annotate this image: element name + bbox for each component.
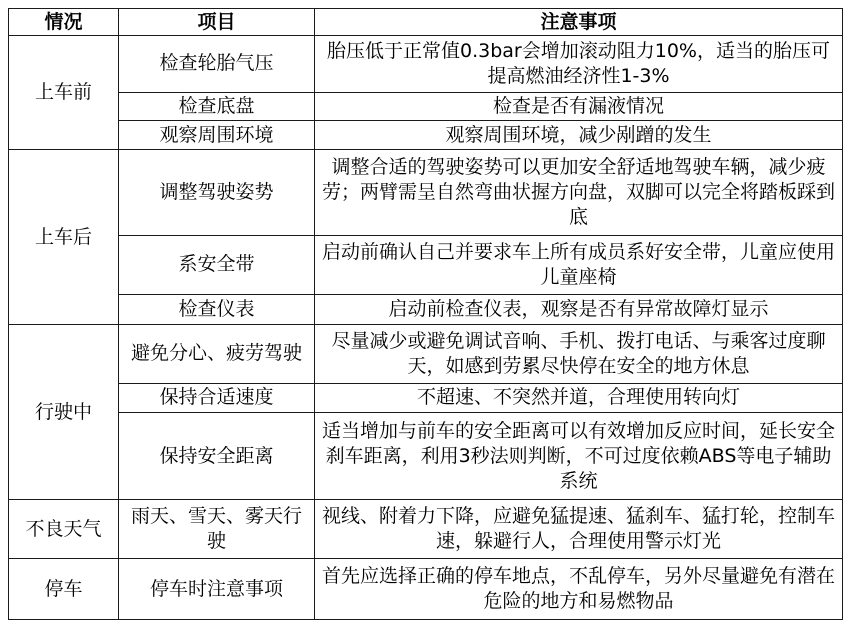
table-row (9, 36, 843, 93)
note-cell: 调整合适的驾驶姿势可以更加安全舒适地驾驶车辆，减少疲劳；两臂需呈自然弯曲状握方向盘，双脚可以完全将踏板踩到底 (315, 150, 843, 235)
note-cell: 不超速、不突然并道，合理使用转向灯 (315, 383, 843, 412)
note-cell: 胎压低于正常值0.3bar会增加滚动阻力10%，适当的胎压可提高燃油经济性1-3% (315, 36, 843, 93)
table-row (9, 150, 843, 235)
header-situation: 情况 (9, 9, 119, 36)
item-cell: 雨天、雪天、雾天行驶 (119, 500, 315, 559)
note-cell: 检查是否有漏液情况 (315, 92, 843, 120)
item-cell: 检查仪表 (119, 295, 315, 324)
note-cell: 首先应选择正确的停车地点，不乱停车，另外尽量避免有潜在危险的地方和易燃物品 (315, 559, 843, 620)
note-cell: 启动前检查仪表，观察是否有异常故障灯显示 (315, 295, 843, 324)
note-cell: 观察周围环境，减少剐蹭的发生 (315, 121, 843, 150)
item-cell: 系安全带 (119, 235, 315, 295)
item-cell: 检查底盘 (119, 92, 315, 120)
note-cell: 适当增加与前车的安全距离可以有效增加反应时间，延长安全刹车距离，利用3秒法则判断，不可过度依赖ABS等电子辅助系统 (315, 413, 843, 500)
item-cell: 观察周围环境 (119, 121, 315, 150)
header-item: 项目 (119, 9, 315, 36)
situation-cell: 不良天气 (9, 500, 119, 559)
table-row (9, 235, 843, 295)
situation-cell: 行驶中 (9, 324, 119, 499)
item-cell: 检查轮胎气压 (119, 36, 315, 93)
item-cell: 保持合适速度 (119, 383, 315, 412)
item-cell: 停车时注意事项 (119, 559, 315, 620)
table-row (9, 559, 843, 620)
note-cell: 启动前确认自己并要求车上所有成员系好安全带，儿童应使用儿童座椅 (315, 235, 843, 295)
note-cell: 视线、附着力下降，应避免猛提速、猛刹车、猛打轮，控制车速，躲避行人，合理使用警示灯光 (315, 500, 843, 559)
situation-cell: 上车前 (9, 36, 119, 150)
item-cell: 避免分心、疲劳驾驶 (119, 324, 315, 383)
table-row (9, 413, 843, 500)
header-note: 注意事项 (315, 9, 843, 36)
item-cell: 保持安全距离 (119, 413, 315, 500)
table-row (9, 500, 843, 559)
table-row (9, 295, 843, 324)
situation-cell: 上车后 (9, 150, 119, 324)
item-cell: 调整驾驶姿势 (119, 150, 315, 235)
table-row (9, 324, 843, 383)
table-row (9, 121, 843, 150)
situation-cell: 停车 (9, 559, 119, 620)
driving-notice-table (8, 8, 843, 620)
note-cell: 尽量减少或避免调试音响、手机、拨打电话、与乘客过度聊天，如感到劳累尽快停在安全的地方休息 (315, 324, 843, 383)
table-row (9, 383, 843, 412)
table-row (9, 92, 843, 120)
header-row (9, 9, 843, 36)
